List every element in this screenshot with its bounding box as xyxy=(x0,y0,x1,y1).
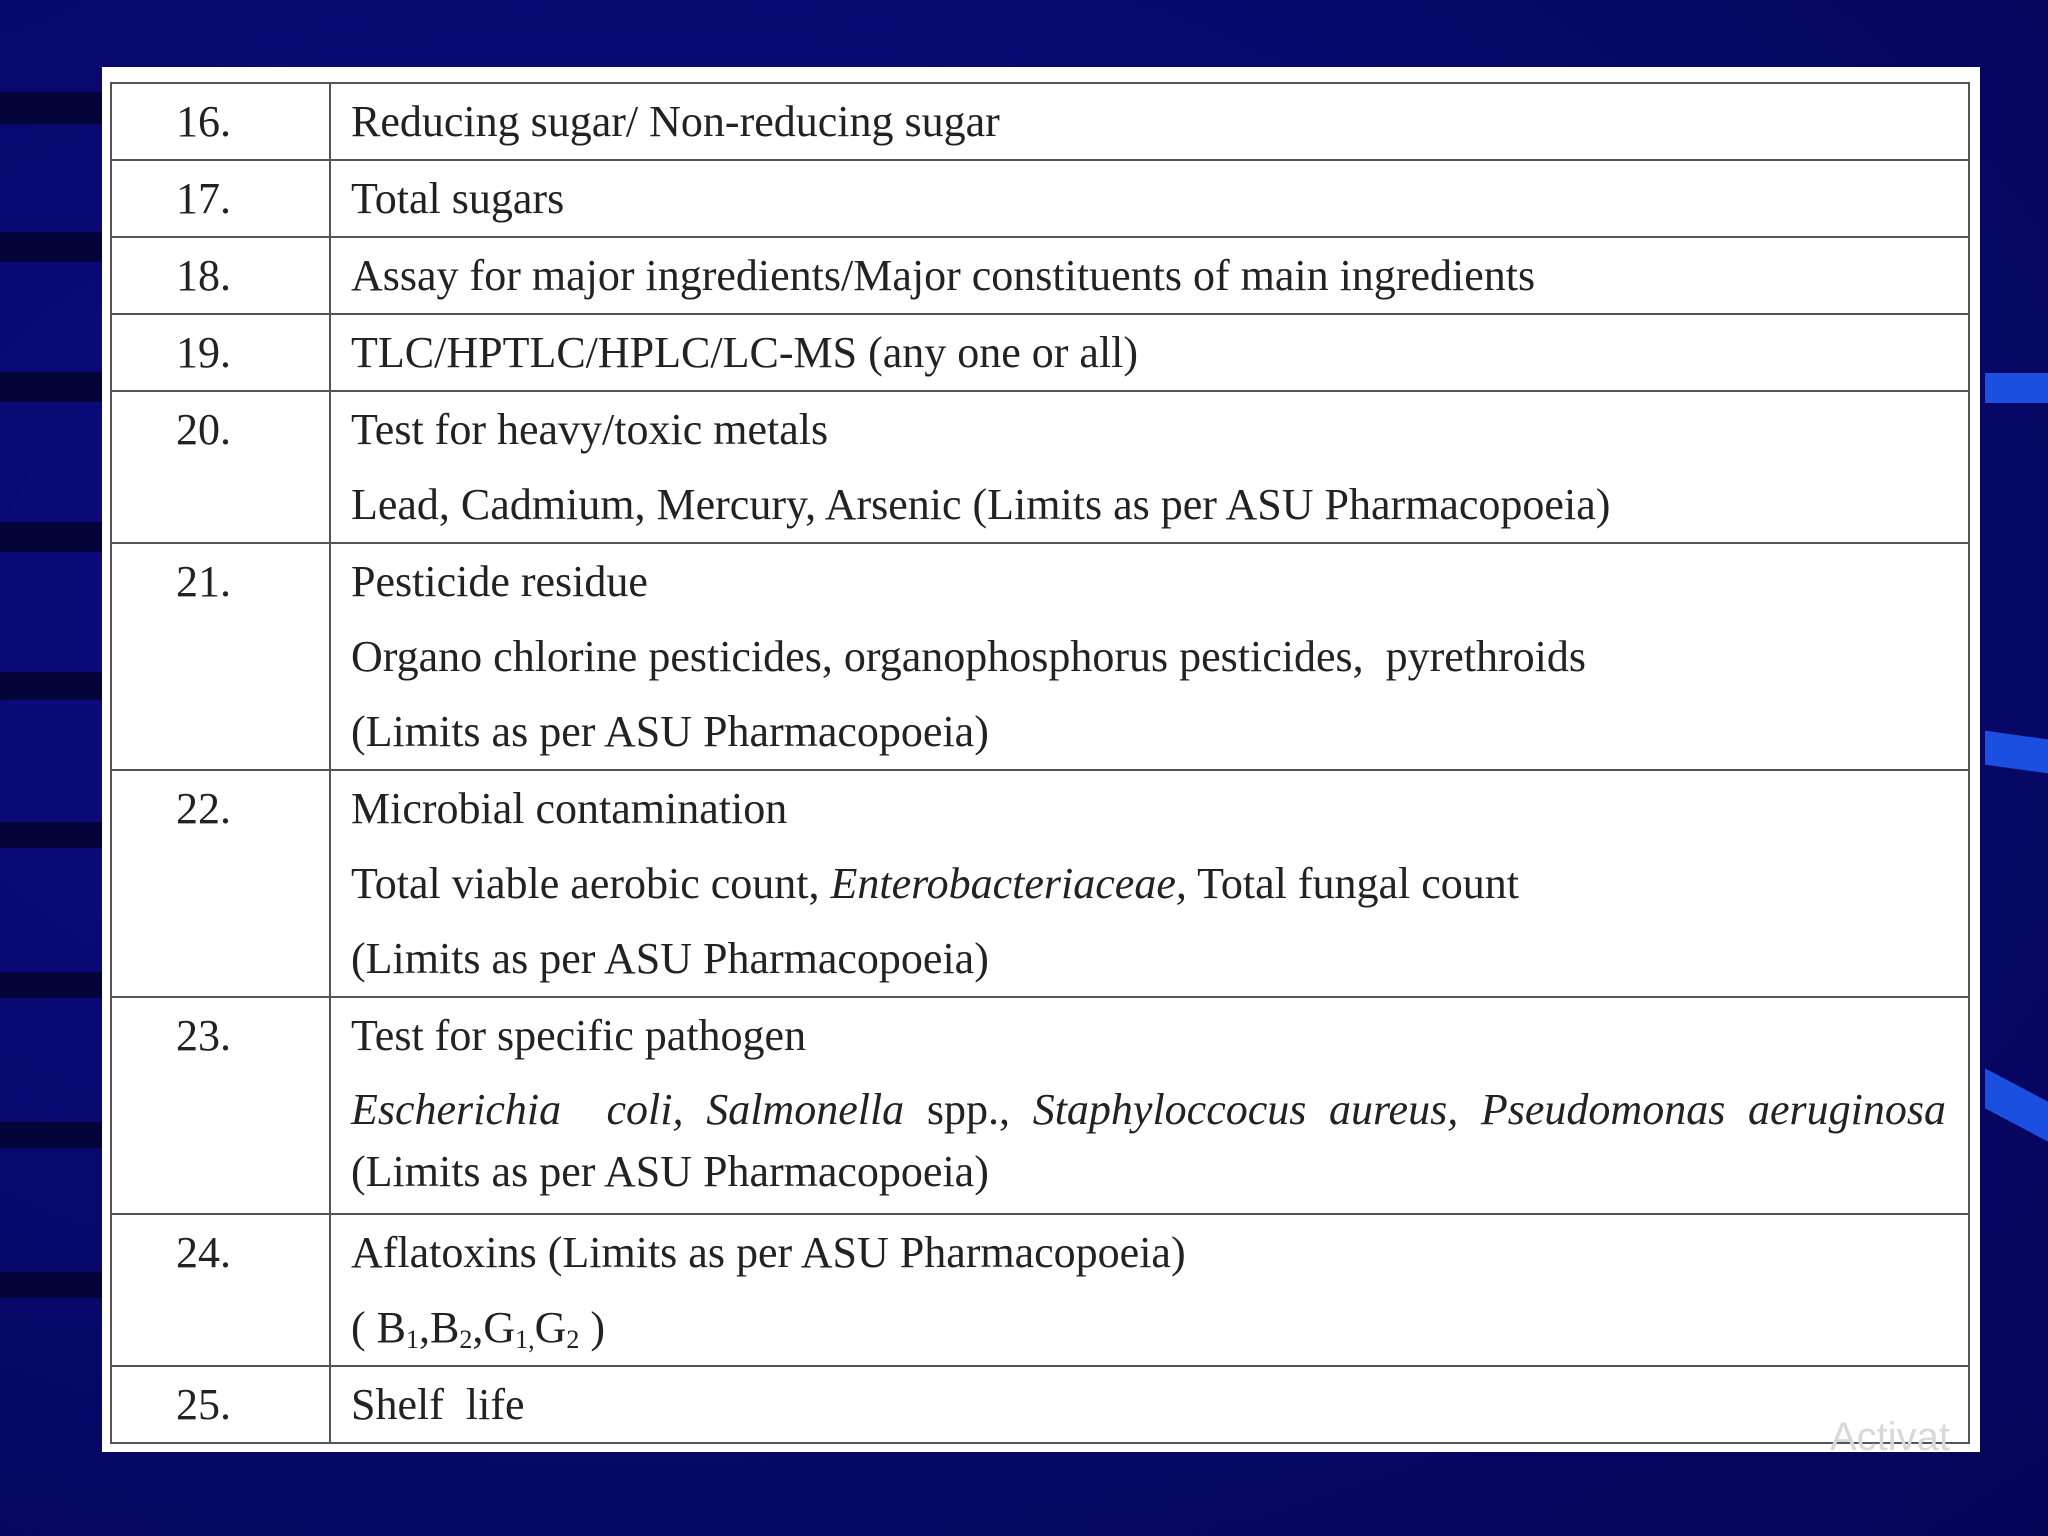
background-stripe xyxy=(0,1122,105,1148)
accent-stripe xyxy=(1985,373,2048,403)
table-row xyxy=(111,543,1969,770)
italic-taxon: Pseudomonas aeruginosa xyxy=(1480,1085,1947,1134)
accent-stripe xyxy=(1985,1068,2048,1141)
description-line: Aflatoxins (Limits as per ASU Pharmacopoeia) xyxy=(351,1228,1186,1277)
row-description xyxy=(330,1214,1969,1366)
description-line: Assay for major ingredients/Major constituents of main ingredients xyxy=(351,251,1536,300)
row-description xyxy=(330,160,1969,237)
row-description xyxy=(330,770,1969,997)
description-line: Shelf life xyxy=(351,1380,525,1429)
description-line: (Limits as per ASU Pharmacopoeia) xyxy=(351,934,989,983)
italic-taxon: Enterobacteriaceae, xyxy=(830,859,1187,908)
text-run: ,G xyxy=(472,1303,516,1352)
description-paragraph xyxy=(351,1073,1946,1213)
row-number: 20. xyxy=(111,391,330,543)
table-row xyxy=(111,83,1969,160)
background-stripe xyxy=(0,972,105,998)
background-stripe xyxy=(0,1272,105,1298)
document-page xyxy=(102,67,1980,1459)
row-number: 19. xyxy=(111,314,330,391)
row-description xyxy=(330,237,1969,314)
text-run: ) xyxy=(579,1303,606,1352)
description-line: Test for heavy/toxic metals xyxy=(351,405,829,454)
description-line: Organo chlorine pesticides, organophosphorus pesticides, pyrethroids xyxy=(351,632,1587,681)
row-description xyxy=(330,1366,1969,1443)
text-run: (Limits as per ASU Pharmacopoeia) xyxy=(351,1147,989,1196)
description-line: TLC/HPTLC/HPLC/LC-MS (any one or all) xyxy=(351,328,1139,377)
description-line: Lead, Cadmium, Mercury, Arsenic (Limits as per ASU Pharmacopoeia) xyxy=(351,480,1611,529)
table-row xyxy=(111,314,1969,391)
accent-stripe xyxy=(1985,731,2048,774)
background-stripe xyxy=(0,822,105,848)
description-line: Microbial contamination xyxy=(351,784,788,833)
italic-taxon: Escherichia coli, xyxy=(351,1085,684,1134)
row-number: 22. xyxy=(111,770,330,997)
table-row xyxy=(111,391,1969,543)
row-number: 17. xyxy=(111,160,330,237)
row-description xyxy=(330,543,1969,770)
watermark-text: Activat xyxy=(1829,1415,1950,1459)
italic-taxon: Staphyloccocus aureus, xyxy=(1032,1085,1459,1134)
row-number: 25. xyxy=(111,1366,330,1443)
table-row xyxy=(111,1214,1969,1366)
row-number: 24. xyxy=(111,1214,330,1366)
row-number: 18. xyxy=(111,237,330,314)
subscript: 2 xyxy=(566,1325,580,1354)
table-row xyxy=(111,997,1969,1214)
table-row xyxy=(111,237,1969,314)
background-stripe xyxy=(0,232,105,262)
table-row xyxy=(111,1366,1969,1443)
row-number: 21. xyxy=(111,543,330,770)
background-stripe xyxy=(0,522,105,552)
text-run: ,B xyxy=(419,1303,460,1352)
row-description xyxy=(330,997,1969,1214)
subscript: 1 xyxy=(406,1325,419,1354)
text-run: G xyxy=(534,1303,567,1352)
subscript: 1, xyxy=(515,1325,535,1354)
subscript: 2 xyxy=(459,1325,473,1354)
row-description xyxy=(330,83,1969,160)
description-line: Reducing sugar/ Non-reducing sugar xyxy=(351,97,1000,146)
text-run: ( B xyxy=(351,1303,406,1352)
description-line: (Limits as per ASU Pharmacopoeia) xyxy=(351,707,989,756)
text-run: spp., xyxy=(926,1085,1010,1134)
description-line xyxy=(351,1290,1946,1365)
background-stripe xyxy=(0,672,105,700)
description-line: Test for specific pathogen xyxy=(351,1011,807,1060)
table-row xyxy=(111,160,1969,237)
description-line xyxy=(351,846,1946,921)
text-run: Total viable aerobic count, xyxy=(351,859,831,908)
background-stripe xyxy=(0,372,105,402)
italic-taxon: Salmonella xyxy=(706,1085,905,1134)
row-description xyxy=(330,314,1969,391)
test-parameters-table xyxy=(110,82,1970,1444)
table-row xyxy=(111,770,1969,997)
background-stripe xyxy=(0,92,105,124)
row-number: 16. xyxy=(111,83,330,160)
text-run: Total fungal count xyxy=(1186,859,1520,908)
description-line: Total sugars xyxy=(351,174,565,223)
row-description xyxy=(330,391,1969,543)
row-number: 23. xyxy=(111,997,330,1214)
description-line: Pesticide residue xyxy=(351,557,648,606)
